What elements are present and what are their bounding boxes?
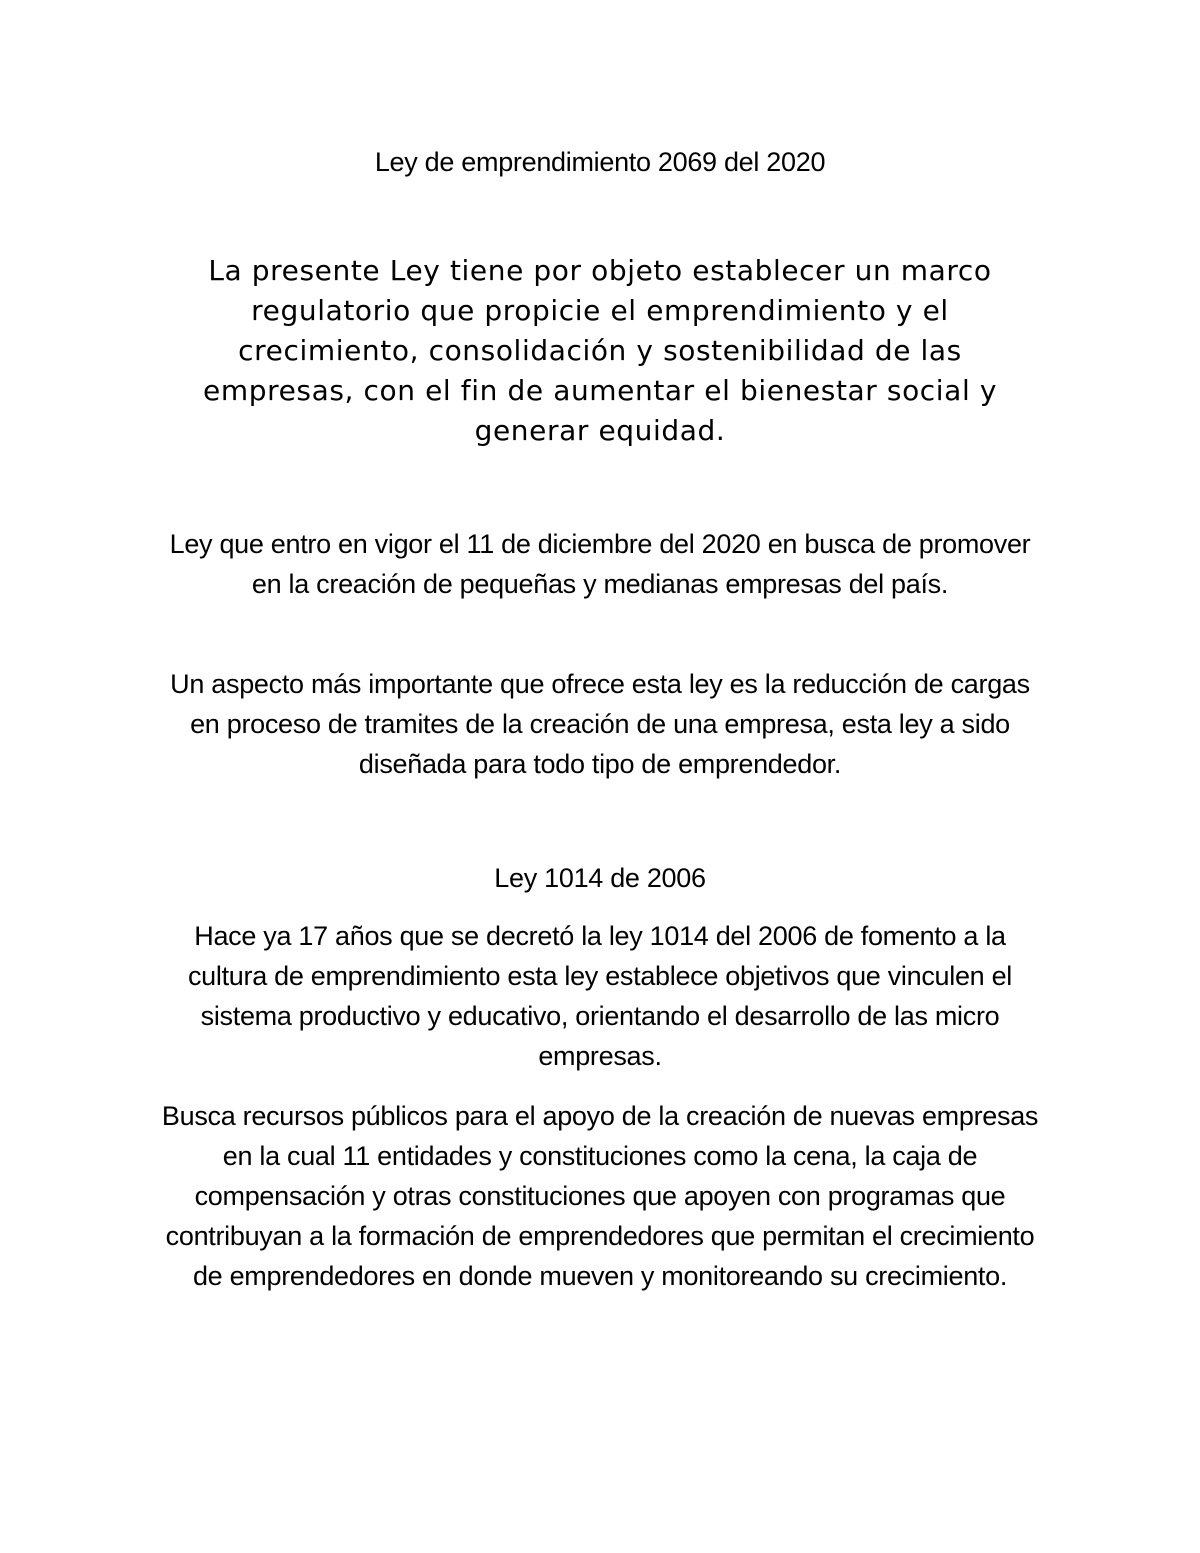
heading-ley-2069: Ley de emprendimiento 2069 del 2020 bbox=[374, 147, 826, 177]
heading-ley-1014: Ley 1014 de 2006 bbox=[494, 863, 706, 893]
paragraph-recursos: Busca recursos públicos para el apoyo de la creación de nuevas empresas en la cual 11 entidades y constituciones como la cena, la caja de compensación y otras constituciones que apoyen con programas que contribuyan a la formación de emprendedores que permitan el crecimiento de emprendedores en donde mueven y monitoreando su crecimiento. bbox=[161, 1101, 1039, 1291]
paragraph-objeto-ley: La presente Ley tiene por objeto establecer un marco regulatorio que propicie el emprendimiento y el crecimiento, consolidación y sostenibilidad de las empresas, con el fin de aumentar el bienestar social y generar equidad. bbox=[203, 254, 997, 447]
paragraph-aspecto: Un aspecto más importante que ofrece esta ley es la reducción de cargas en proceso de tramites de la creación de una empresa, esta ley a sido diseñada para todo tipo de emprendedor. bbox=[170, 669, 1030, 779]
paragraph-vigor: Ley que entro en vigor el 11 de diciembre del 2020 en busca de promover en la creación de pequeñas y medianas empresas del país. bbox=[169, 529, 1031, 599]
paragraph-fomento: Hace ya 17 años que se decretó la ley 1014 del 2006 de fomento a la cultura de emprendimiento esta ley establece objetivos que vinculen el sistema productivo y educativo, orientando el desarrollo de las micro empresas. bbox=[187, 921, 1012, 1071]
